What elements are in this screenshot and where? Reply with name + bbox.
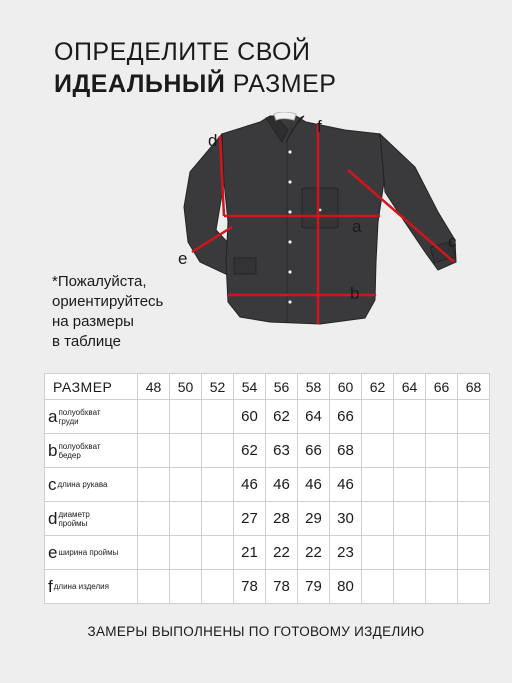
measure-desc: полуобхват бедер — [58, 441, 101, 460]
table-cell — [394, 434, 426, 468]
table-cell: 27 — [234, 502, 266, 536]
table-row — [45, 536, 490, 570]
table-cell: 23 — [330, 536, 362, 570]
size-col: 62 — [362, 374, 394, 400]
table-cell — [458, 400, 490, 434]
measure-letter: b — [48, 440, 58, 460]
size-header-label: РАЗМЕР — [45, 374, 138, 400]
measure-letter: a — [48, 406, 58, 426]
table-cell: 46 — [298, 468, 330, 502]
size-col: 50 — [170, 374, 202, 400]
table-cell: 68 — [330, 434, 362, 468]
size-table — [44, 373, 490, 604]
table-cell — [458, 502, 490, 536]
table-cell — [426, 502, 458, 536]
size-col: 60 — [330, 374, 362, 400]
size-col: 66 — [426, 374, 458, 400]
label-d: d — [208, 131, 218, 150]
note-line: в таблице — [52, 333, 121, 350]
table-cell: 29 — [298, 502, 330, 536]
note-line: на размеры — [52, 313, 134, 330]
table-cell: 63 — [266, 434, 298, 468]
size-header-row — [45, 374, 490, 400]
table-cell — [138, 400, 170, 434]
table-cell — [362, 570, 394, 604]
size-col: 56 — [266, 374, 298, 400]
table-cell — [394, 468, 426, 502]
measure-label — [45, 536, 138, 570]
measure-label — [45, 502, 138, 536]
table-cell — [202, 570, 234, 604]
table-cell: 78 — [234, 570, 266, 604]
table-cell — [202, 536, 234, 570]
table-cell — [426, 468, 458, 502]
size-col: 64 — [394, 374, 426, 400]
measure-label — [45, 400, 138, 434]
table-cell — [138, 502, 170, 536]
table-cell: 66 — [330, 400, 362, 434]
table-cell — [170, 502, 202, 536]
table-cell: 46 — [234, 468, 266, 502]
table-cell — [458, 468, 490, 502]
measure-desc: ширина проймы — [58, 548, 119, 557]
table-cell — [202, 502, 234, 536]
table-cell — [458, 536, 490, 570]
table-cell: 78 — [266, 570, 298, 604]
table-cell: 79 — [298, 570, 330, 604]
measure-letter: d — [48, 508, 58, 528]
label-c: c — [448, 232, 457, 251]
table-cell — [362, 536, 394, 570]
measure-desc: длина рукава — [57, 480, 108, 489]
table-cell: 64 — [298, 400, 330, 434]
table-cell — [170, 570, 202, 604]
size-col: 68 — [458, 374, 490, 400]
title-rest-word: РАЗМЕР — [232, 70, 337, 98]
title-line-2 — [54, 68, 336, 100]
measure-letter: f — [48, 576, 53, 596]
table-cell: 66 — [298, 434, 330, 468]
measure-label — [45, 468, 138, 502]
table-cell: 62 — [234, 434, 266, 468]
measure-label — [45, 570, 138, 604]
table-cell: 30 — [330, 502, 362, 536]
table-cell — [426, 434, 458, 468]
table-cell: 46 — [330, 468, 362, 502]
footer-note: ЗАМЕРЫ ВЫПОЛНЕНЫ ПО ГОТОВОМУ ИЗДЕЛИЮ — [87, 624, 425, 639]
table-cell — [170, 536, 202, 570]
table-cell: 62 — [266, 400, 298, 434]
table-row — [45, 570, 490, 604]
table-row — [45, 502, 490, 536]
measure-letter: c — [48, 474, 57, 494]
table-cell — [362, 468, 394, 502]
table-cell — [202, 468, 234, 502]
measure-letter: e — [48, 542, 58, 562]
table-cell — [202, 434, 234, 468]
page-title — [54, 36, 336, 100]
note-line: *Пожалуйста, — [52, 273, 147, 290]
table-cell — [394, 536, 426, 570]
table-row — [45, 400, 490, 434]
title-line-1: ОПРЕДЕЛИТЕ СВОЙ — [54, 38, 311, 66]
table-cell — [202, 400, 234, 434]
table-cell — [362, 400, 394, 434]
note-line: ориентируйтесь — [52, 293, 164, 310]
size-col: 54 — [234, 374, 266, 400]
table-cell: 46 — [266, 468, 298, 502]
measure-label — [45, 434, 138, 468]
table-cell: 22 — [266, 536, 298, 570]
shirt-measurement-diagram — [170, 112, 480, 332]
table-cell — [170, 468, 202, 502]
table-cell: 80 — [330, 570, 362, 604]
table-cell — [138, 468, 170, 502]
table-cell: 60 — [234, 400, 266, 434]
shirt-illustration — [184, 112, 456, 324]
table-cell — [138, 434, 170, 468]
table-cell — [394, 400, 426, 434]
table-cell — [170, 434, 202, 468]
measure-desc: полуобхват груди — [58, 407, 101, 426]
size-col: 52 — [202, 374, 234, 400]
table-cell — [138, 570, 170, 604]
size-col: 48 — [138, 374, 170, 400]
label-a: a — [352, 217, 362, 236]
table-cell — [458, 434, 490, 468]
table-cell — [138, 536, 170, 570]
label-b: b — [350, 284, 360, 303]
table-row — [45, 468, 490, 502]
table-cell — [394, 502, 426, 536]
table-cell — [426, 570, 458, 604]
table-row — [45, 434, 490, 468]
table-cell: 22 — [298, 536, 330, 570]
table-cell — [426, 536, 458, 570]
table-cell — [362, 434, 394, 468]
table-cell — [426, 400, 458, 434]
table-cell — [170, 400, 202, 434]
measure-desc: диаметр проймы — [58, 509, 90, 528]
table-cell: 28 — [266, 502, 298, 536]
table-cell — [362, 502, 394, 536]
title-bold-word: ИДЕАЛЬНЫЙ — [54, 70, 226, 98]
measure-desc: длина изделия — [53, 582, 109, 591]
table-cell: 21 — [234, 536, 266, 570]
table-cell — [458, 570, 490, 604]
size-col: 58 — [298, 374, 330, 400]
table-cell — [394, 570, 426, 604]
label-e: e — [178, 249, 188, 268]
label-f: f — [317, 117, 322, 136]
